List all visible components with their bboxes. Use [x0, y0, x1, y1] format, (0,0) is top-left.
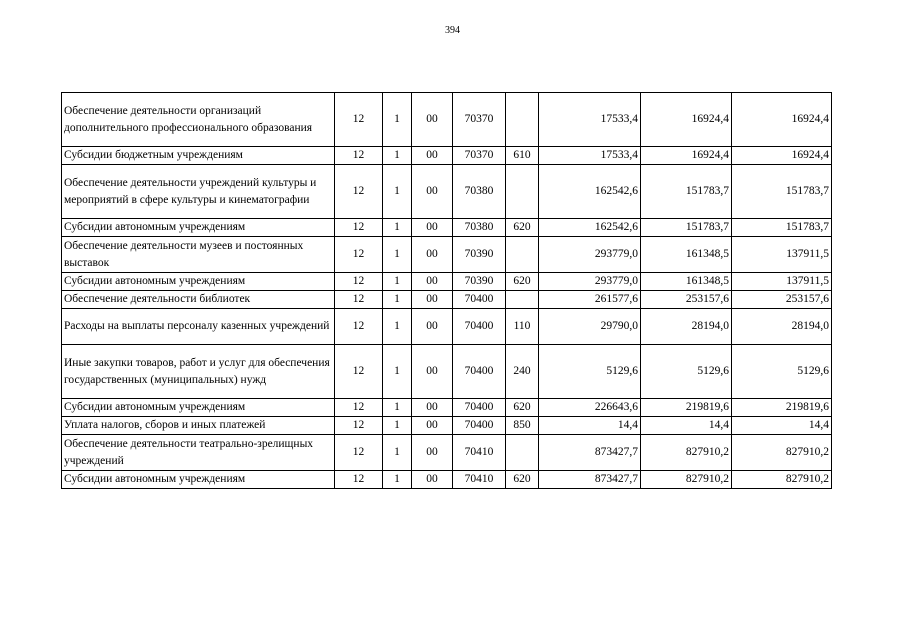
code-5-cell: [506, 435, 539, 471]
value-1-cell: 226643,6: [539, 399, 641, 417]
value-2-cell: 151783,7: [641, 165, 732, 219]
value-2-cell: 16924,4: [641, 93, 732, 147]
code-2-cell: 1: [383, 219, 412, 237]
row-name-cell: Обеспечение деятельности музеев и постоянных выставок: [62, 237, 335, 273]
value-1-cell: 17533,4: [539, 93, 641, 147]
code-5-cell: [506, 237, 539, 273]
table-row: [62, 165, 832, 219]
value-3-cell: 151783,7: [732, 165, 832, 219]
code-3-cell: 00: [412, 399, 453, 417]
code-2-cell: 1: [383, 471, 412, 489]
code-4-cell: 70370: [453, 93, 506, 147]
code-4-cell: 70410: [453, 435, 506, 471]
table-row: [62, 345, 832, 399]
code-4-cell: 70380: [453, 219, 506, 237]
value-2-cell: 14,4: [641, 417, 732, 435]
code-2-cell: 1: [383, 417, 412, 435]
code-3-cell: 00: [412, 345, 453, 399]
code-1-cell: 12: [335, 273, 383, 291]
value-2-cell: 5129,6: [641, 345, 732, 399]
table-row: [62, 147, 832, 165]
value-3-cell: 151783,7: [732, 219, 832, 237]
table-row: [62, 237, 832, 273]
value-3-cell: 827910,2: [732, 435, 832, 471]
value-3-cell: 827910,2: [732, 471, 832, 489]
code-5-cell: [506, 93, 539, 147]
value-3-cell: 219819,6: [732, 399, 832, 417]
value-1-cell: 261577,6: [539, 291, 641, 309]
value-1-cell: 873427,7: [539, 471, 641, 489]
code-4-cell: 70410: [453, 471, 506, 489]
code-4-cell: 70400: [453, 417, 506, 435]
code-1-cell: 12: [335, 345, 383, 399]
table-row: [62, 417, 832, 435]
code-2-cell: 1: [383, 291, 412, 309]
code-4-cell: 70400: [453, 399, 506, 417]
code-5-cell: 620: [506, 399, 539, 417]
table-row: [62, 273, 832, 291]
value-1-cell: 162542,6: [539, 165, 641, 219]
value-2-cell: 161348,5: [641, 273, 732, 291]
value-3-cell: 28194,0: [732, 309, 832, 345]
code-3-cell: 00: [412, 219, 453, 237]
row-name-cell: Субсидии автономным учреждениям: [62, 471, 335, 489]
code-3-cell: 00: [412, 309, 453, 345]
code-5-cell: 110: [506, 309, 539, 345]
code-2-cell: 1: [383, 399, 412, 417]
table-row: [62, 435, 832, 471]
code-3-cell: 00: [412, 435, 453, 471]
code-2-cell: 1: [383, 147, 412, 165]
code-2-cell: 1: [383, 435, 412, 471]
code-4-cell: 70400: [453, 291, 506, 309]
value-1-cell: 17533,4: [539, 147, 641, 165]
code-2-cell: 1: [383, 309, 412, 345]
code-1-cell: 12: [335, 93, 383, 147]
code-2-cell: 1: [383, 165, 412, 219]
code-1-cell: 12: [335, 165, 383, 219]
value-3-cell: 14,4: [732, 417, 832, 435]
table-row: [62, 309, 832, 345]
code-5-cell: 610: [506, 147, 539, 165]
row-name-cell: Субсидии автономным учреждениям: [62, 399, 335, 417]
row-name-cell: Обеспечение деятельности театрально-зрелищных учреждений: [62, 435, 335, 471]
code-3-cell: 00: [412, 417, 453, 435]
row-name-cell: Иные закупки товаров, работ и услуг для обеспечения государственных (муниципальных) нужд: [62, 345, 335, 399]
value-1-cell: 293779,0: [539, 273, 641, 291]
code-4-cell: 70390: [453, 273, 506, 291]
code-3-cell: 00: [412, 471, 453, 489]
row-name-cell: Обеспечение деятельности организаций дополнительного профессионального образования: [62, 93, 335, 147]
code-3-cell: 00: [412, 147, 453, 165]
row-name-cell: Обеспечение деятельности библиотек: [62, 291, 335, 309]
value-3-cell: 16924,4: [732, 147, 832, 165]
code-2-cell: 1: [383, 237, 412, 273]
row-name-cell: Субсидии бюджетным учреждениям: [62, 147, 335, 165]
code-5-cell: 620: [506, 471, 539, 489]
table-row: [62, 93, 832, 147]
code-1-cell: 12: [335, 471, 383, 489]
row-name-cell: Субсидии автономным учреждениям: [62, 273, 335, 291]
code-1-cell: 12: [335, 417, 383, 435]
value-3-cell: 253157,6: [732, 291, 832, 309]
code-5-cell: 620: [506, 219, 539, 237]
value-2-cell: 219819,6: [641, 399, 732, 417]
budget-table: [61, 92, 832, 489]
table-row: [62, 399, 832, 417]
code-1-cell: 12: [335, 147, 383, 165]
value-1-cell: 29790,0: [539, 309, 641, 345]
code-5-cell: [506, 291, 539, 309]
value-1-cell: 5129,6: [539, 345, 641, 399]
code-4-cell: 70400: [453, 345, 506, 399]
value-2-cell: 161348,5: [641, 237, 732, 273]
value-1-cell: 293779,0: [539, 237, 641, 273]
value-2-cell: 16924,4: [641, 147, 732, 165]
code-4-cell: 70370: [453, 147, 506, 165]
row-name-cell: Обеспечение деятельности учреждений культуры и мероприятий в сфере культуры и кинематографии: [62, 165, 335, 219]
value-1-cell: 14,4: [539, 417, 641, 435]
value-1-cell: 873427,7: [539, 435, 641, 471]
code-5-cell: 620: [506, 273, 539, 291]
code-3-cell: 00: [412, 165, 453, 219]
code-5-cell: 850: [506, 417, 539, 435]
code-4-cell: 70400: [453, 309, 506, 345]
code-1-cell: 12: [335, 309, 383, 345]
code-1-cell: 12: [335, 219, 383, 237]
code-1-cell: 12: [335, 399, 383, 417]
value-2-cell: 253157,6: [641, 291, 732, 309]
value-3-cell: 5129,6: [732, 345, 832, 399]
value-2-cell: 827910,2: [641, 435, 732, 471]
value-2-cell: 151783,7: [641, 219, 732, 237]
code-1-cell: 12: [335, 291, 383, 309]
code-2-cell: 1: [383, 345, 412, 399]
row-name-cell: Уплата налогов, сборов и иных платежей: [62, 417, 335, 435]
value-1-cell: 162542,6: [539, 219, 641, 237]
code-5-cell: 240: [506, 345, 539, 399]
row-name-cell: Субсидии автономным учреждениям: [62, 219, 335, 237]
value-3-cell: 137911,5: [732, 237, 832, 273]
code-2-cell: 1: [383, 273, 412, 291]
row-name-cell: Расходы на выплаты персоналу казенных учреждений: [62, 309, 335, 345]
code-1-cell: 12: [335, 237, 383, 273]
table-row: [62, 291, 832, 309]
code-3-cell: 00: [412, 291, 453, 309]
code-4-cell: 70390: [453, 237, 506, 273]
value-2-cell: 827910,2: [641, 471, 732, 489]
value-2-cell: 28194,0: [641, 309, 732, 345]
code-2-cell: 1: [383, 93, 412, 147]
page-number: 394: [445, 25, 460, 36]
value-3-cell: 137911,5: [732, 273, 832, 291]
code-3-cell: 00: [412, 273, 453, 291]
code-5-cell: [506, 165, 539, 219]
code-3-cell: 00: [412, 93, 453, 147]
table-row: [62, 219, 832, 237]
value-3-cell: 16924,4: [732, 93, 832, 147]
code-3-cell: 00: [412, 237, 453, 273]
code-4-cell: 70380: [453, 165, 506, 219]
table-row: [62, 471, 832, 489]
code-1-cell: 12: [335, 435, 383, 471]
